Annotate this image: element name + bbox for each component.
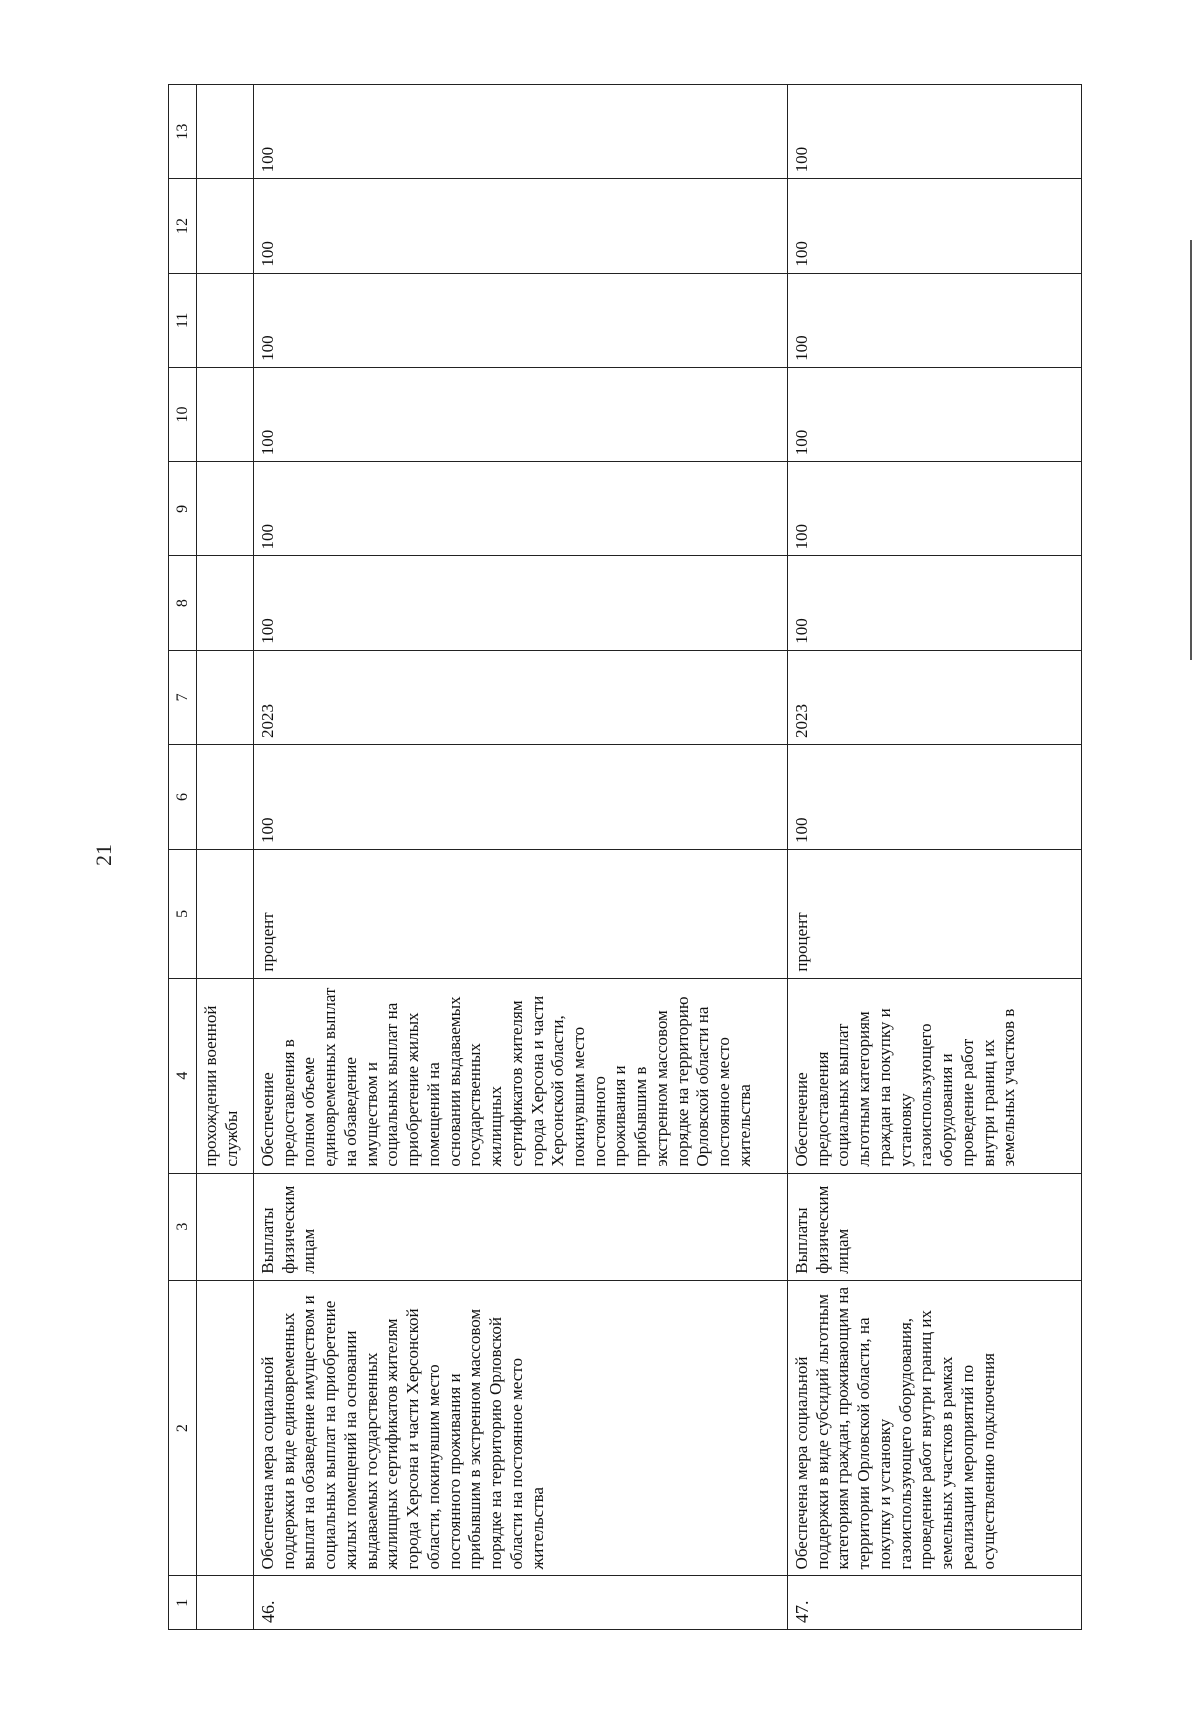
continuation-row bbox=[197, 85, 254, 1630]
result-characteristic: Обеспечение предоставления в полном объеме единовременных выплат на обзаведение имуществом и социальных выплат на приобретение жилых помещений на основании выдаваемых государственных жилищных сертификатов жителям города Херсона и части Херсонской области, покинувшим место постоянного проживания и прибывшим в экстренном массовом порядке на территорию Орловской области на постоянное место жительства bbox=[254, 978, 788, 1173]
result-description: Обеспечена мера социальной поддержки в виде субсидий льготным категориям граждан, проживающим на территории Орловской области, на покупку и установку газоиспользующего оборудования, проведение работ внутри границ их земельных участков в рамках реализации мероприятий по осуществлению подключения bbox=[788, 1280, 1082, 1576]
cont-cell-13 bbox=[197, 85, 254, 179]
row-number: 46. bbox=[254, 1576, 788, 1630]
result-description: Обеспечена мера социальной поддержки в виде единовременных выплат на обзаведение имуществом и социальных выплат на приобретение жилых помещений на основании выдаваемых государственных жилищных сертификатов жителям города Херсона и части Херсонской области, покинувшим место постоянного проживания и прибывшим в экстренном массовом порядке на территорию Орловской области на постоянное место жительства bbox=[254, 1280, 788, 1576]
value-cell: 100 bbox=[788, 273, 1082, 367]
header-col-2: 2 bbox=[169, 1280, 197, 1576]
cont-cell-1 bbox=[197, 1576, 254, 1630]
unit-cell: процент bbox=[254, 850, 788, 979]
cont-cell-8 bbox=[197, 556, 254, 650]
header-col-11: 11 bbox=[169, 273, 197, 367]
cont-cell-9 bbox=[197, 462, 254, 556]
indicators-table bbox=[168, 84, 1082, 1630]
cont-cell-5 bbox=[197, 850, 254, 979]
scan-edge-line bbox=[1190, 240, 1192, 660]
result-characteristic: Обеспечение предоставления социальных выплат льготным категориям граждан на покупку и установку газоиспользующего оборудования и проведение работ внутри границ их земельных участков в bbox=[788, 978, 1082, 1173]
value-cell: 100 bbox=[254, 273, 788, 367]
header-col-8: 8 bbox=[169, 556, 197, 650]
header-row bbox=[169, 85, 197, 1630]
header-col-4: 4 bbox=[169, 978, 197, 1173]
header-col-10: 10 bbox=[169, 367, 197, 461]
result-type: Выплаты физическим лицам bbox=[254, 1173, 788, 1280]
cont-cell-11 bbox=[197, 273, 254, 367]
cont-cell-4: прохождении военной службы bbox=[197, 978, 254, 1173]
value-cell: 100 bbox=[788, 85, 1082, 179]
cont-cell-3 bbox=[197, 1173, 254, 1280]
header-col-9: 9 bbox=[169, 462, 197, 556]
result-type: Выплаты физическим лицам bbox=[788, 1173, 1082, 1280]
table-row bbox=[254, 85, 788, 1630]
header-col-6: 6 bbox=[169, 745, 197, 850]
base-year-cell: 2023 bbox=[254, 650, 788, 744]
indicators-table-rotated bbox=[168, 84, 1053, 1630]
value-cell: 100 bbox=[254, 367, 788, 461]
cont-cell-2 bbox=[197, 1280, 254, 1576]
header-col-1: 1 bbox=[169, 1576, 197, 1630]
cont-cell-6 bbox=[197, 745, 254, 850]
value-cell: 100 bbox=[788, 556, 1082, 650]
page-number: 21 bbox=[91, 844, 116, 866]
value-cell: 100 bbox=[254, 556, 788, 650]
header-col-7: 7 bbox=[169, 650, 197, 744]
header-col-12: 12 bbox=[169, 179, 197, 273]
value-cell: 100 bbox=[788, 462, 1082, 556]
table-row bbox=[788, 85, 1082, 1630]
cont-cell-10 bbox=[197, 367, 254, 461]
header-col-13: 13 bbox=[169, 85, 197, 179]
base-value-cell: 100 bbox=[254, 745, 788, 850]
value-cell: 100 bbox=[788, 367, 1082, 461]
unit-cell: процент bbox=[788, 850, 1082, 979]
value-cell: 100 bbox=[788, 179, 1082, 273]
value-cell: 100 bbox=[254, 179, 788, 273]
header-col-5: 5 bbox=[169, 850, 197, 979]
value-cell: 100 bbox=[254, 85, 788, 179]
cont-cell-7 bbox=[197, 650, 254, 744]
header-col-3: 3 bbox=[169, 1173, 197, 1280]
row-number: 47. bbox=[788, 1576, 1082, 1630]
base-year-cell: 2023 bbox=[788, 650, 1082, 744]
base-value-cell: 100 bbox=[788, 745, 1082, 850]
value-cell: 100 bbox=[254, 462, 788, 556]
cont-cell-12 bbox=[197, 179, 254, 273]
